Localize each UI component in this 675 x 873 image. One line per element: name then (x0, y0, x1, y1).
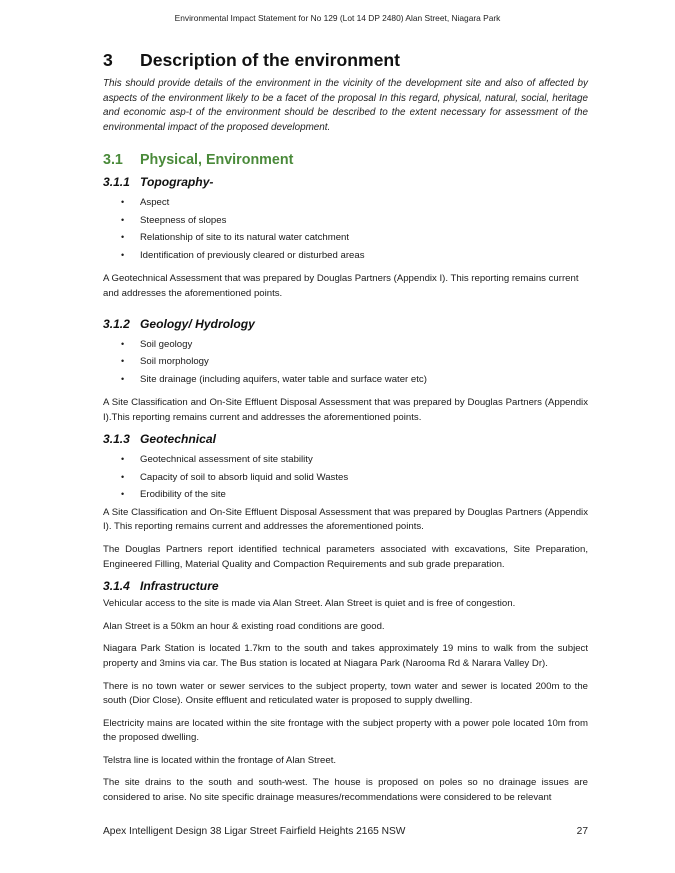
heading-title: Geotechnical (140, 432, 216, 447)
list-item-text: Relationship of site to its natural water catchment (140, 232, 350, 244)
geology-list (103, 336, 588, 389)
list-item (121, 353, 588, 371)
list-item (121, 371, 588, 389)
bullet-icon: • (121, 197, 125, 208)
list-item-text: Geotechnical assessment of site stability (140, 454, 313, 466)
infrastructure-paragraph: Niagara Park Station is located 1.7km to the south and takes approximately 19 mins to walk from the subject property and 3mins via car. The Bus station is located at Niagara Park (Narooma Rd & Narara Valley Dr). (103, 643, 588, 669)
subsection-heading-3-1 (103, 150, 588, 170)
list-item-text: Identification of previously cleared or disturbed areas (140, 249, 365, 261)
geotechnical-paragraph-2: The Douglas Partners report identified technical parameters associated with excavations, Site Preparation, Engineered Filling, Material Quality and Compaction Requirements and sub grade preparation. (103, 543, 588, 570)
list-item-text: Erodibility of the site (140, 489, 226, 501)
list-item (121, 336, 588, 354)
list-item (121, 451, 588, 469)
bullet-icon: • (121, 356, 125, 367)
page-content (103, 48, 588, 806)
bullet-icon: • (121, 232, 125, 243)
infrastructure-paragraph: Telstra line is located within the frontage of Alan Street. (103, 754, 337, 766)
infrastructure-paragraph: There is no town water or sewer services to the subject property, town water and sewer is located 200m to the south (Dior Close). Onsite effluent and reticulated water is proposed to supply dwelling. (103, 680, 588, 707)
geology-paragraph: A Site Classification and On-Site Effluent Disposal Assessment that was prepared by Douglas Partners (Appendix I).This reporting remains current and addresses the aforementioned points. (103, 397, 588, 423)
page-number: 27 (576, 826, 588, 837)
bullet-icon: • (121, 214, 125, 225)
bullet-icon: • (121, 471, 125, 482)
list-item (121, 469, 588, 487)
list-item (121, 194, 588, 212)
heading-title: Geology/ Hydrology (140, 316, 255, 331)
list-item (121, 247, 588, 265)
infrastructure-paragraph: Vehicular access to the site is made via Alan Street. Alan Street is quiet and is free of congestion. (103, 598, 516, 610)
bullet-icon: • (121, 454, 125, 465)
list-item (121, 229, 588, 247)
list-item-text: Capacity of soil to absorb liquid and solid Wastes (140, 471, 349, 483)
infrastructure-paragraph: Alan Street is a 50km an hour & existing road conditions are good. (103, 620, 385, 632)
geotechnical-list (103, 451, 588, 504)
heading-3-1-3 (103, 431, 588, 448)
heading-title: Infrastructure (140, 579, 219, 594)
section-title: Description of the environment (140, 50, 401, 70)
page-footer (103, 826, 588, 837)
footer-address: Apex Intelligent Design 38 Ligar Street Fairfield Heights 2165 NSW (103, 826, 406, 837)
heading-3-1-2 (103, 316, 588, 333)
list-item (121, 212, 588, 230)
heading-number: 3.1.4 (103, 579, 130, 594)
heading-title: Topography- (140, 175, 214, 190)
list-item-text: Soil geology (140, 338, 193, 350)
list-item-text: Soil morphology (140, 356, 209, 368)
subsection-number: 3.1 (103, 152, 123, 169)
bullet-icon: • (121, 489, 125, 500)
section-number: 3 (103, 50, 113, 70)
list-item-text: Site drainage (including aquifers, water table and surface water etc) (140, 373, 427, 385)
running-header: Environmental Impact Statement for No 129 (Lot 14 DP 2480) Alan Street, Niagara Park (174, 13, 501, 23)
heading-3-1-1 (103, 174, 588, 191)
heading-3-1-4 (103, 578, 588, 595)
bullet-icon: • (121, 338, 125, 349)
bullet-icon: • (121, 373, 125, 384)
list-item-text: Aspect (140, 197, 170, 209)
list-item-text: Steepness of slopes (140, 214, 227, 226)
infrastructure-paragraph: Electricity mains are located within the site frontage with the subject property with a power pole located 10m from the proposed dwelling. (103, 717, 588, 744)
topography-list (103, 194, 588, 264)
section-heading (103, 48, 588, 72)
bullet-icon: • (121, 249, 125, 260)
heading-number: 3.1.2 (103, 316, 130, 331)
heading-number: 3.1.3 (103, 432, 130, 447)
heading-number: 3.1.1 (103, 175, 130, 190)
subsection-title: Physical, Environment (140, 152, 294, 169)
infrastructure-paragraph: The site drains to the south and south-west. The house is proposed on poles so no drainage issues are considered to arise. No site specific drainage measures/recommendations were considered to be relevant (103, 777, 588, 804)
list-item (121, 486, 588, 504)
section-intro: This should provide details of the environment in the vicinity of the development site and also of affected by aspects of the environment likely to be a facet of the proposal In this regard, physical, natural, social, heritage and economic asp-t of the environment should be described to the extent necessary for assessment of the environmental impact of the proposed development. (103, 78, 588, 133)
geotechnical-paragraph-1: A Site Classification and On-Site Effluent Disposal Assessment that was prepared by Douglas Partners (Appendix I). This reporting remains current and addresses the aforementioned points. (103, 506, 588, 533)
topography-paragraph: A Geotechnical Assessment that was prepared by Douglas Partners (Appendix I). This reporting remains current and addresses the aforementioned points. (103, 273, 579, 299)
